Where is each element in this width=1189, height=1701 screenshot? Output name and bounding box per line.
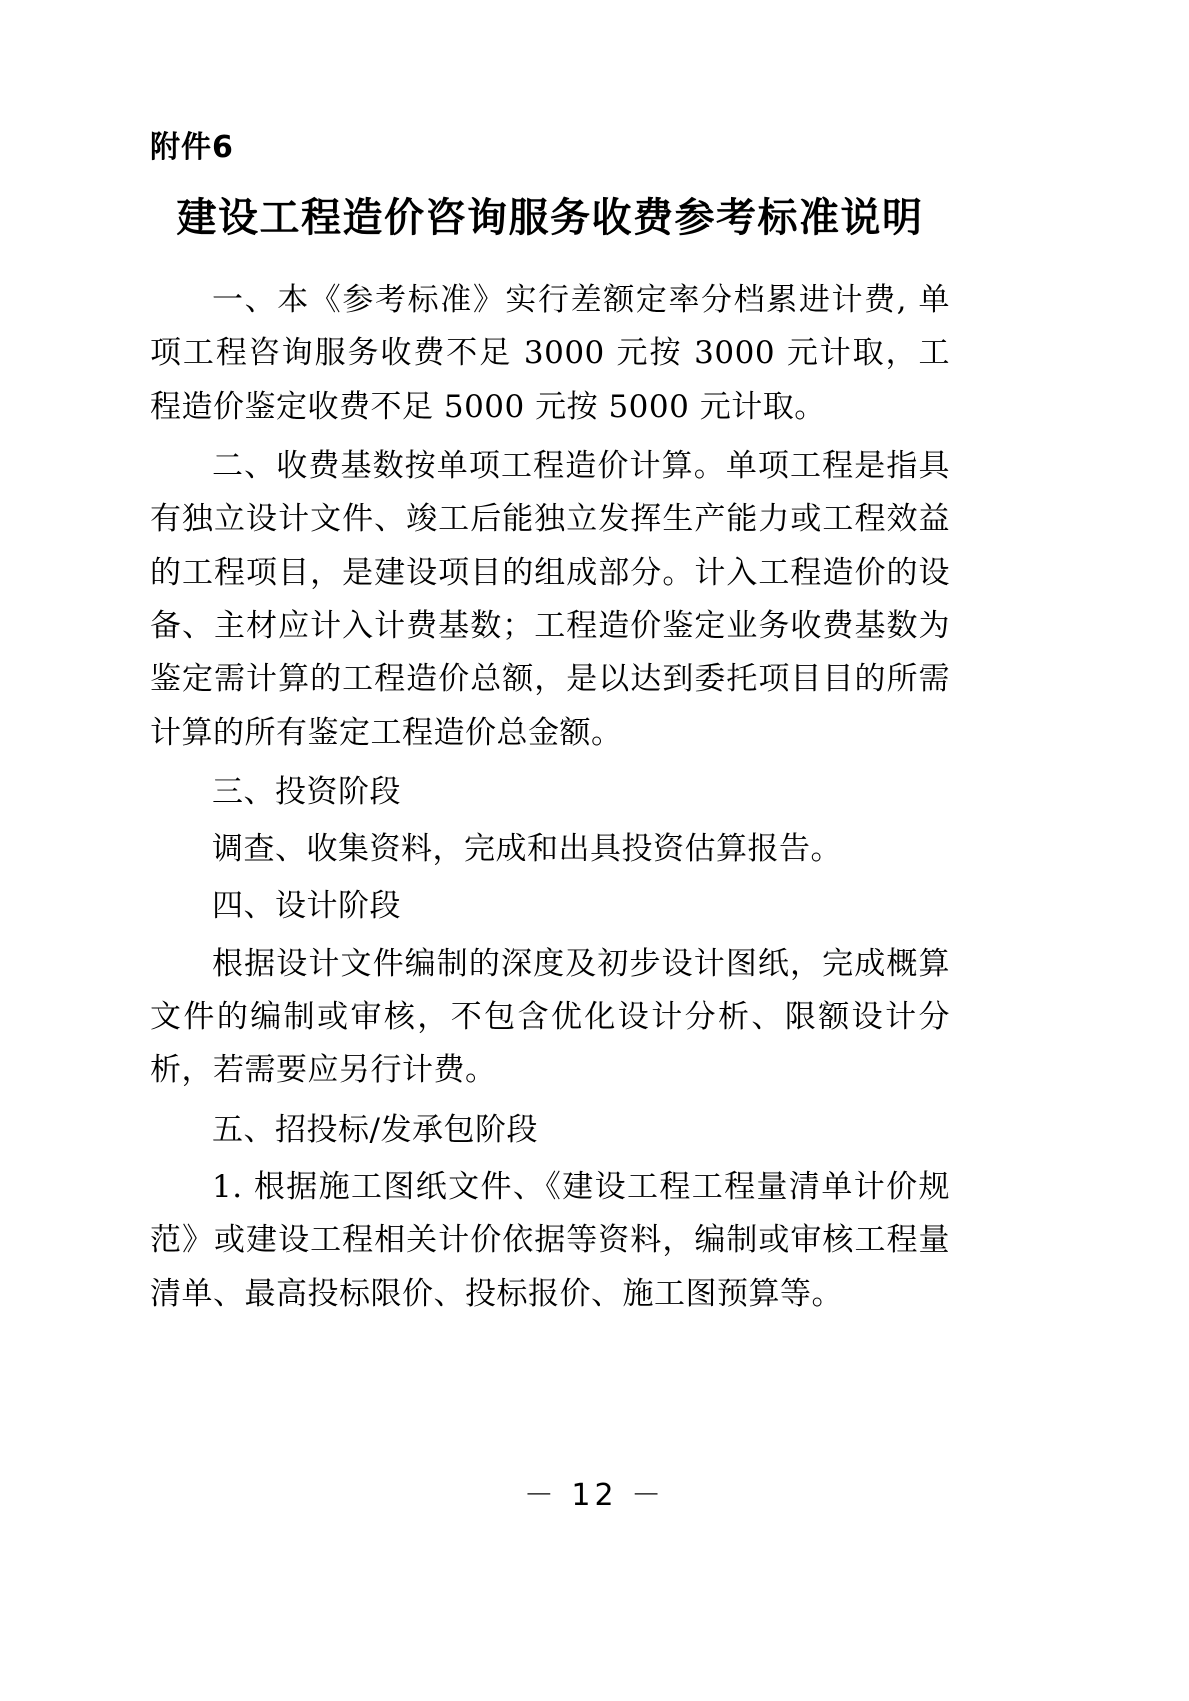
paragraph-3: 三、投资阶段 [212, 773, 401, 810]
paragraph-5: 四、设计阶段 [212, 888, 401, 925]
document-body [150, 130, 950, 1327]
attachment-label: 附件6 [150, 130, 234, 165]
paragraph-2: 二、收费基数按单项工程造价计算。单项工程是指具有独立设计文件、竣工后能独立发挥生产能力或工程效益的工程项目，是建设项目的组成部分。计入工程造价的设备、主材应计入计费基数；工程造价鉴定业务收费基数为鉴定需计算的工程造价总额，是以达到委托项目目的所需计算的所有鉴定工程造价总金额。 [150, 447, 950, 751]
paragraph-7: 五、招投标/发承包阶段 [212, 1111, 538, 1148]
paragraph-4: 调查、收集资料，完成和出具投资估算报告。 [212, 831, 842, 868]
page-number: － 12 － [523, 1478, 666, 1513]
paragraph-8: 1. 根据施工图纸文件、《建设工程工程量清单计价规范》或建设工程相关计价依据等资料，编制或审核工程量清单、最高投标限价、投标报价、施工图预算等。 [150, 1169, 950, 1312]
paragraph-1: 一、本《参考标准》实行差额定率分档累进计费, 单项工程咨询服务收费不足 3000 元按 3000 元计取，工程造价鉴定收费不足 5000 元按 5000 元计取。 [150, 282, 950, 425]
paragraph-6: 根据设计文件编制的深度及初步设计图纸，完成概算文件的编制或审核，不包含优化设计分析、限额设计分析，若需要应另行计费。 [150, 945, 950, 1089]
page-title: 建设工程造价咨询服务收费参考标准说明 [176, 195, 924, 241]
